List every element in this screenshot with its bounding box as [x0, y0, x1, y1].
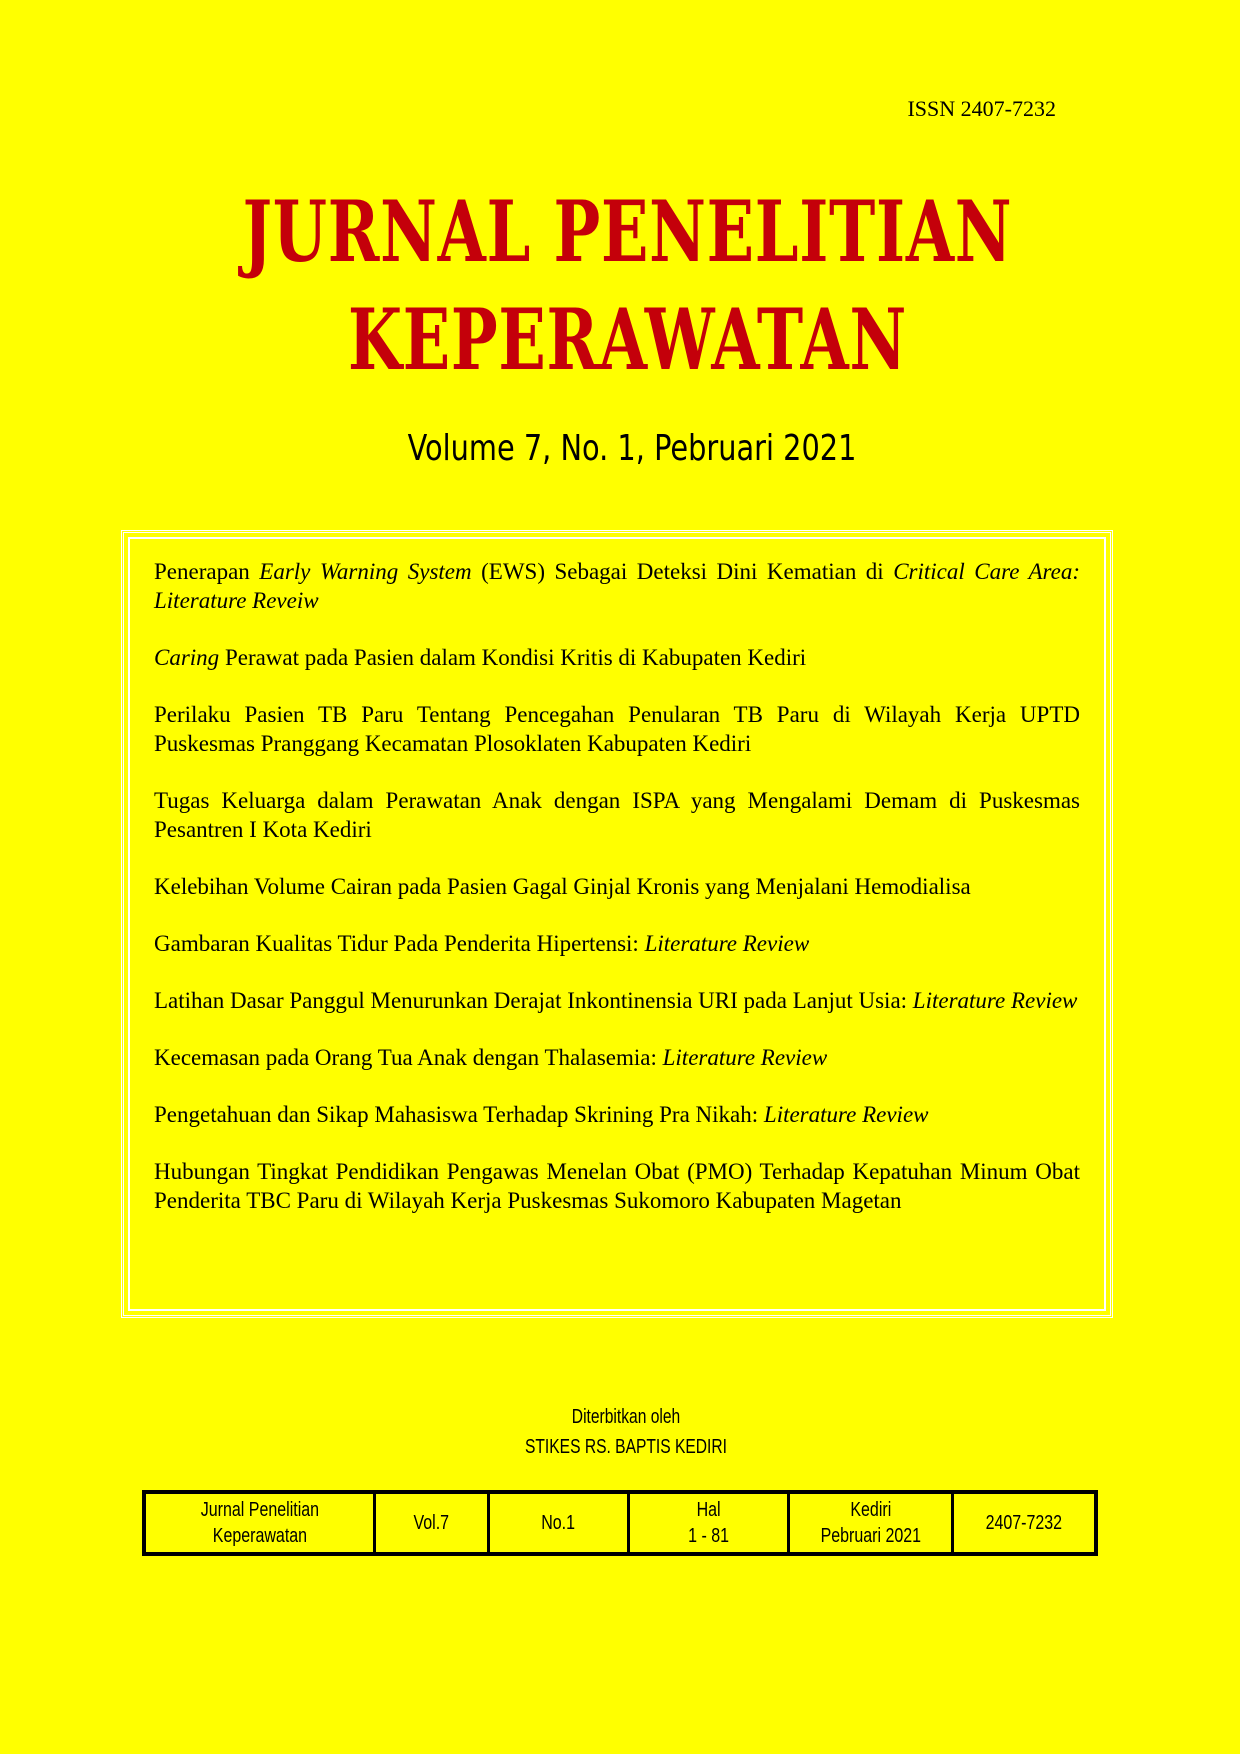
- volume-issue: Volume 7, No. 1, Pebruari 2021: [407, 428, 857, 469]
- article-title-part: Tugas Keluarga dalam Perawatan Anak dengan ISPA yang Mengalami Demam di Puskesmas Pesantren I Kota Kediri: [154, 788, 1080, 842]
- article-title-italic-part: Literature Review: [644, 931, 810, 956]
- info-journal-line-2: Keperawatan: [212, 1525, 307, 1547]
- article-title: [154, 1043, 1080, 1072]
- journal-title-line-1: JURNAL PENELITIAN: [242, 182, 1013, 281]
- article-title: [154, 557, 1080, 615]
- article-title-part: Kecemasan pada Orang Tua Anak dengan Thalasemia:: [154, 1045, 663, 1070]
- article-title-part: Penerapan: [154, 559, 260, 584]
- article-title-italic-part: Literature Review: [912, 988, 1078, 1013]
- article-title-part: Perilaku Pasien TB Paru Tentang Pencegahan Penularan TB Paru di Wilayah Kerja UPTD Puskesmas Pranggang Kecamatan Plosoklaten Kabupaten Kediri: [154, 702, 1080, 756]
- article-title-italic-part: Literature Review: [662, 1045, 828, 1070]
- info-cell-number: [490, 1494, 630, 1552]
- article-title: [154, 643, 1080, 672]
- publisher-block: [142, 1402, 1109, 1462]
- table-of-contents: [128, 537, 1106, 1311]
- article-title-italic-part: Critical Care Area: Literature Reveiw: [154, 559, 1080, 613]
- article-title: [154, 1157, 1080, 1215]
- article-title-part: Kelebihan Volume Cairan pada Pasien Gagal Ginjal Kronis yang Menjalani Hemodialisa: [154, 874, 971, 899]
- info-pages-range: 1 - 81: [688, 1525, 729, 1547]
- article-title: [154, 986, 1080, 1015]
- journal-title: [0, 178, 1240, 394]
- info-cell-journal: [146, 1494, 376, 1552]
- info-volume: Vol.7: [413, 1512, 450, 1534]
- publisher-name: STIKES RS. BAPTIS KEDIRI: [525, 1436, 727, 1458]
- table-of-contents-frame: [121, 530, 1113, 1318]
- info-pages-label: Hal: [696, 1499, 721, 1521]
- article-title-part: Hubungan Tingkat Pendidikan Pengawas Menelan Obat (PMO) Terhadap Kepatuhan Minum Obat Penderita TBC Paru di Wilayah Kerja Puskesmas Sukomoro Kabupaten Magetan: [154, 1159, 1080, 1213]
- article-title-part: Gambaran Kualitas Tidur Pada Penderita Hipertensi:: [154, 931, 645, 956]
- info-cell-pages: [630, 1494, 790, 1552]
- article-title: [154, 786, 1080, 844]
- info-place: Kediri: [850, 1499, 891, 1521]
- article-title-part: Perawat pada Pasien dalam Kondisi Kritis di Kabupaten Kediri: [219, 645, 807, 670]
- article-title-italic-part: Caring: [154, 645, 220, 670]
- info-cell-place-date: [790, 1494, 954, 1552]
- info-date: Pebruari 2021: [820, 1525, 921, 1547]
- article-title-part: Latihan Dasar Panggul Menurunkan Derajat Inkontinensia URI pada Lanjut Usia:: [154, 988, 913, 1013]
- info-cell-issn: [954, 1494, 1094, 1552]
- issn-number: ISSN 2407-7232: [907, 96, 1056, 121]
- journal-info-table: [142, 1490, 1098, 1556]
- publisher-label: Diterbitkan oleh: [571, 1406, 681, 1428]
- article-title-italic-part: Early Warning System: [259, 559, 472, 584]
- article-title-italic-part: Literature Review: [763, 1102, 929, 1127]
- journal-title-line-2: KEPERAWATAN: [347, 290, 908, 389]
- info-cell-volume: [376, 1494, 490, 1552]
- article-title-part: Pengetahuan dan Sikap Mahasiswa Terhadap Skrining Pra Nikah:: [154, 1102, 764, 1127]
- article-title: [154, 929, 1080, 958]
- info-number: No.1: [541, 1512, 576, 1534]
- article-title: [154, 1100, 1080, 1129]
- info-issn: 2407-7232: [985, 1512, 1063, 1534]
- article-title: [154, 872, 1080, 901]
- info-journal-line-1: Jurnal Penelitian: [200, 1499, 319, 1521]
- article-title-part: (EWS) Sebagai Deteksi Dini Kematian di: [471, 559, 894, 584]
- article-title: [154, 700, 1080, 758]
